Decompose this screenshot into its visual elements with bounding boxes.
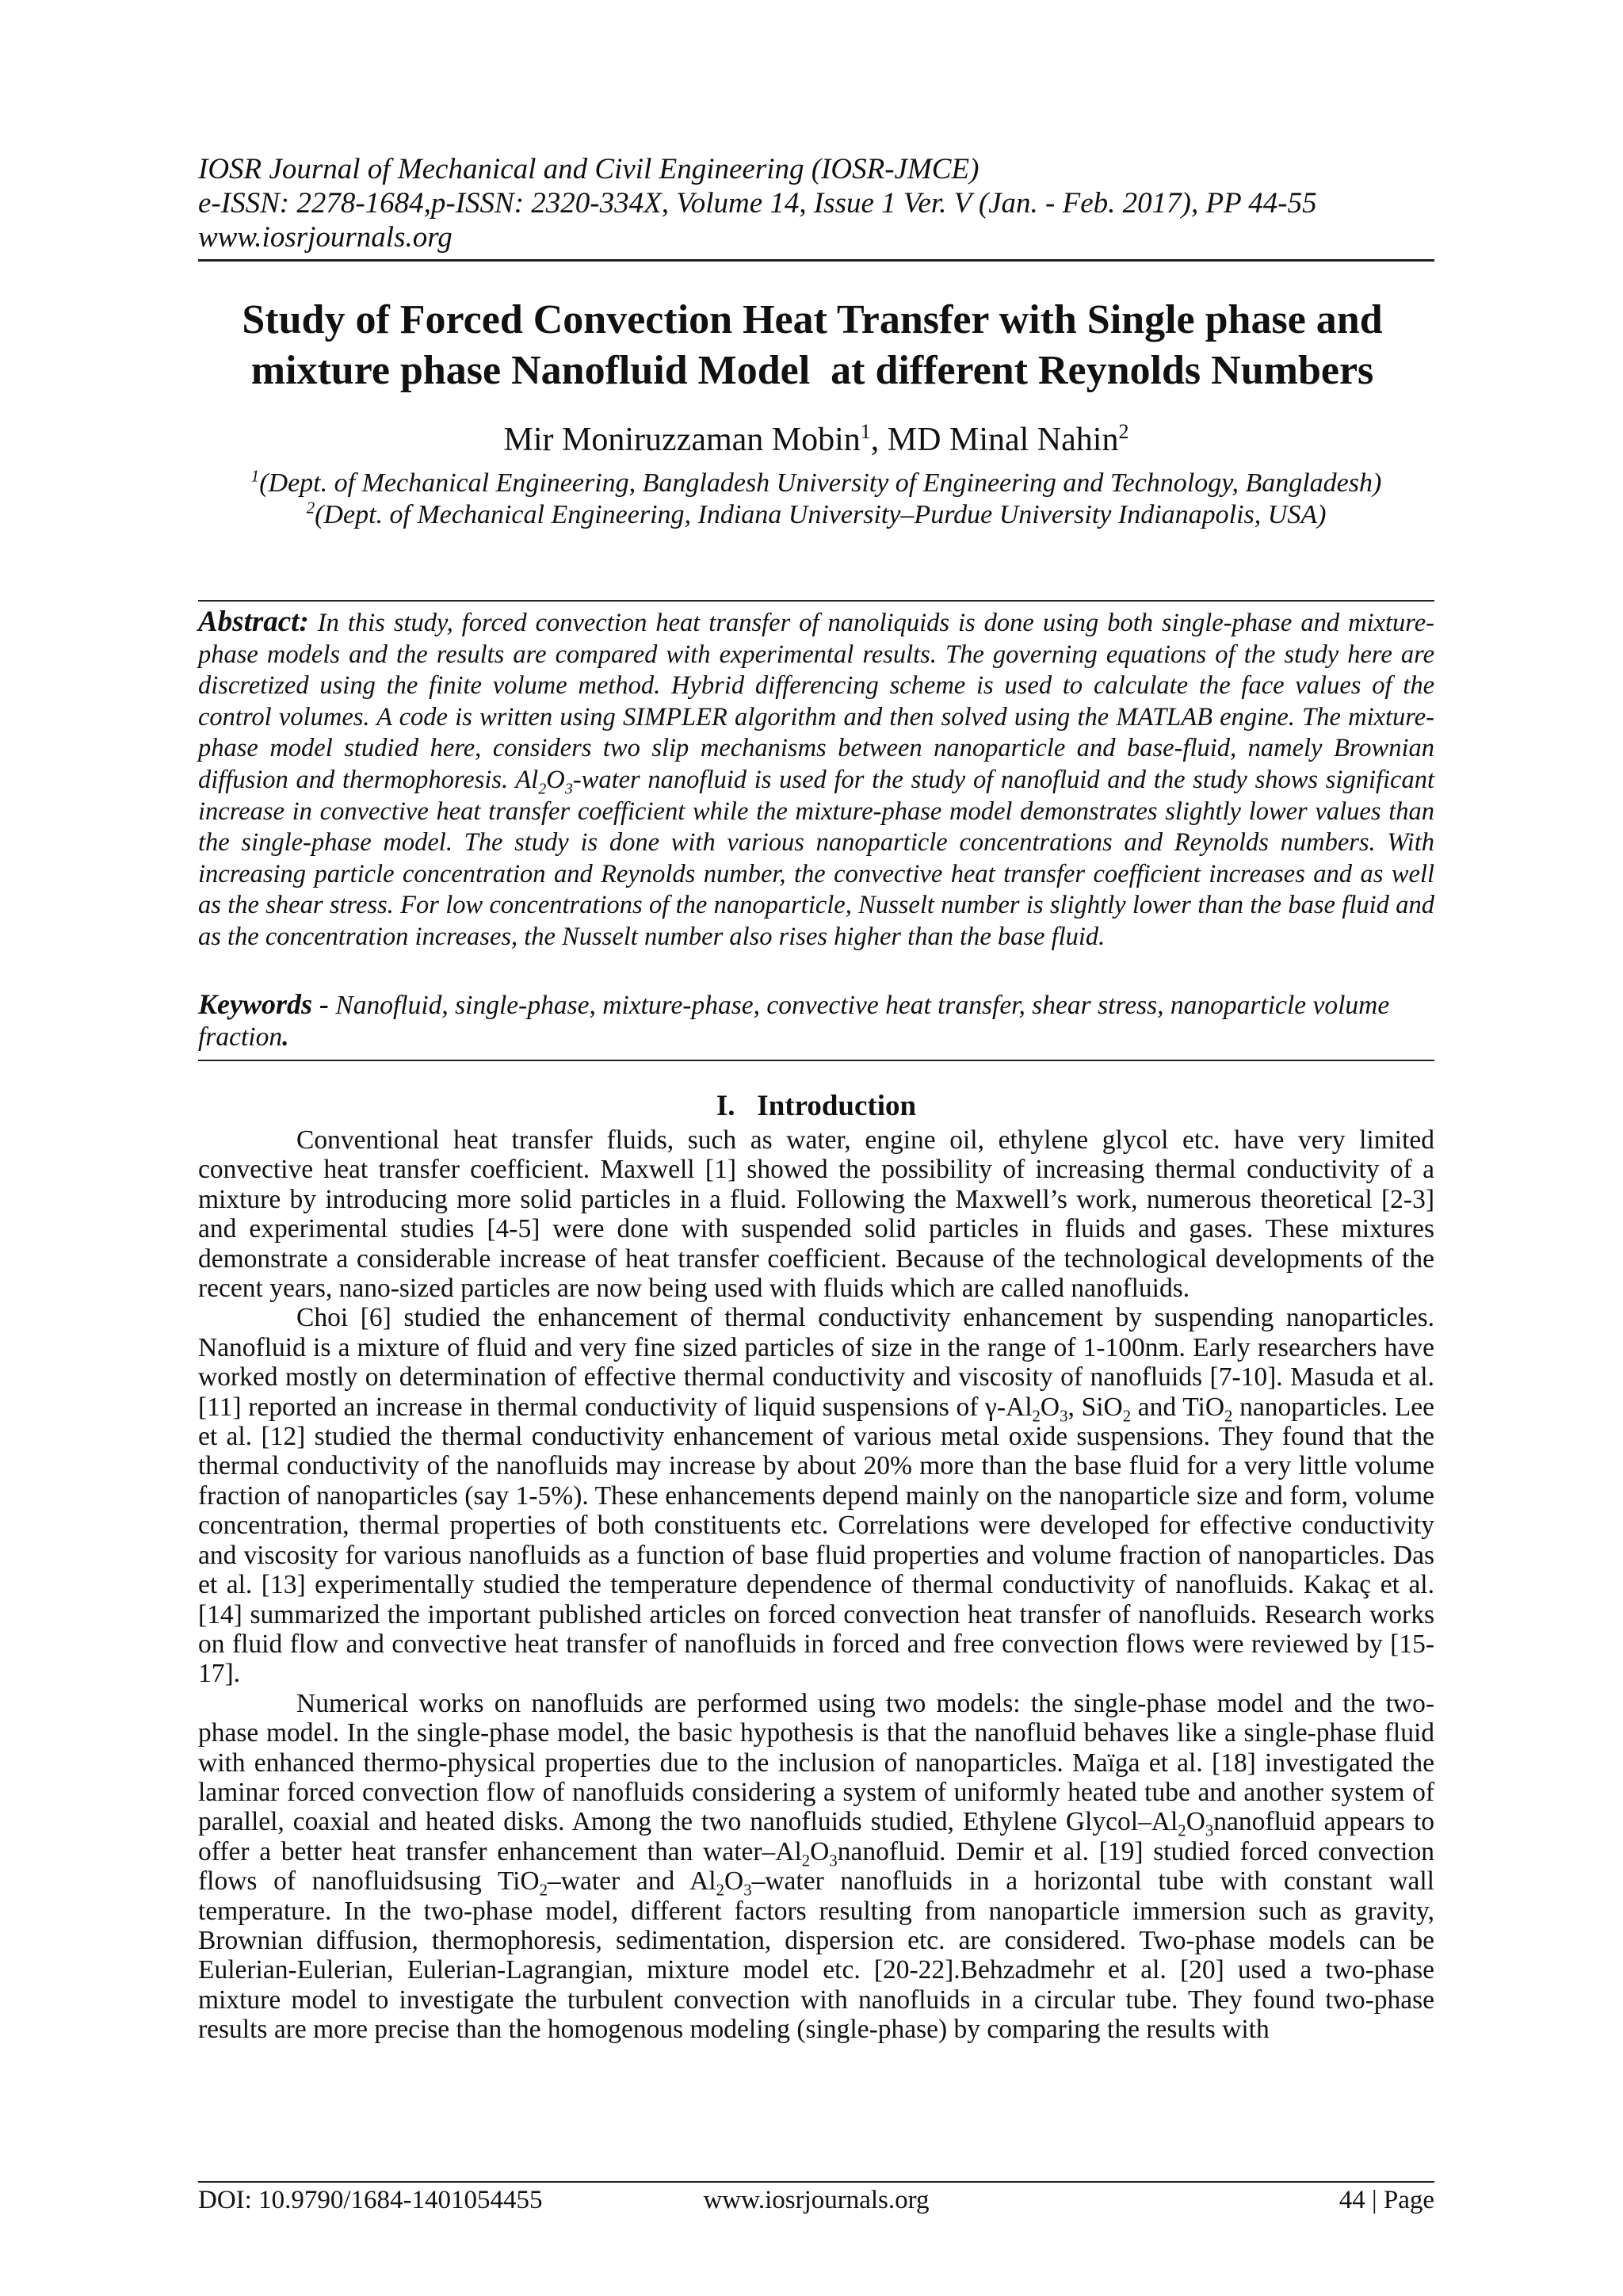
journal-name: IOSR Journal of Mechanical and Civil Engineering (IOSR-JMCE) — [198, 153, 980, 185]
abstract-text: O — [546, 765, 565, 794]
abstract-rule-bottom — [198, 1060, 1434, 1061]
page-footer — [198, 2184, 1434, 2216]
affiliation-mark: 1 — [860, 420, 871, 443]
footer-doi: DOI: 10.9790/1684-1401054455 — [198, 2186, 543, 2214]
abstract — [198, 606, 1434, 953]
subscript: 2 — [1122, 1407, 1132, 1426]
journal-website: www.iosrjournals.org — [198, 221, 453, 254]
title-line-2: mixture phase Nanofluid Model at different Reynolds Numbers — [250, 348, 1374, 393]
subscript: 2 — [1224, 1407, 1233, 1426]
author-name: MD Minal Nahin — [887, 422, 1119, 458]
affiliations — [198, 468, 1434, 531]
paper-title — [158, 295, 1466, 396]
subscript: 2 — [1178, 1822, 1186, 1841]
keywords-label: Keywords - — [198, 988, 329, 1020]
paragraph: Numerical works on nanofluids are performed using two models: the single-phase model and the two-phase model. In the single-phase model, the basic hypothesis is that the nanofluid behaves like a single-phase fluid with enhanced thermo-physical properties due to the inclusion of nanoparticles. Maïga et al. [18] investigated the laminar forced convection flow of nanofluids considering a system of uniformly heated tube and another system of parallel, coaxial and heated disks. Among the two nanofluids studied, Ethylene Glycol–$Al_2O_3nanofluid$ appears to offer a better heat transfer enhancement than water–$Al_2O_3nanofluid$. Demir et al. [19] studied forced convection flows of nanofluidsusing TiO$_2$–water and $Al_2O_3$–water nanofluids in a horizontal tube with constant wall temperature. In the two-phase model, different factors resulting from nanoparticle immersion such as gravity, Brownian diffusion, thermophoresis, sedimentation, dispersion etc. are considered. Two-phase models can be Eulerian-Eulerian, Eulerian-Lagrangian, mixture model etc. [20-22].Behzadmehr et al. [20] used a two-phase mixture model to investigate the turbulent convection with nanofluids in a circular tube. They found two-phase results are more precise than the homogenous modeling (single-phase) by comparing the results with — [198, 1688, 1434, 2045]
paragraph: Conventional heat transfer fluids, such as water, engine oil, ethylene glycol etc. have very limited convective heat transfer coefficient. Maxwell [1] showed the possibility of increasing thermal conductivity of a mixture by introducing more solid particles in a fluid. Following the Maxwell’s work, numerous theoretical [2-3] and experimental studies [4-5] were done with suspended solid particles in fluids and gases. These mixtures demonstrate a considerable increase of heat transfer coefficient. Because of the technological developments of the recent years, nano-sized particles are now being used with fluids which are called nanofluids. — [198, 1125, 1434, 1304]
subscript: 2 — [539, 1881, 548, 1900]
journal-header — [198, 152, 1434, 254]
subscript: 3 — [564, 780, 573, 798]
paragraph: Choi [6] studied the enhancement of thermal conductivity enhancement by suspending nanoparticles. Nanofluid is a mixture of fluid and very fine sized particles of size in the range of 1-100nm. Early researchers have worked mostly on determination of effective thermal conductivity and viscosity of nanofluids [7-10]. Masuda et al. [11] reported an increase in thermal conductivity of liquid suspensions of $\gamma-Al_2O_3$, SiO$_2$ and TiO$_2$ nanoparticles. Lee et al. [12] studied the thermal conductivity enhancement of various metal oxide suspensions. They found that the thermal conductivity of the nanofluids may increase by about 20% more than the base fluid for a very little volume fraction of nanoparticles (say 1-5%). These enhancements depend mainly on the nanoparticle size and form, volume concentration, thermal properties of both constituents etc. Correlations were developed for effective conductivity and viscosity for various nanofluids as a function of base fluid properties and volume fraction of nanoparticles. Das et al. [13] experimentally studied the temperature dependence of thermal conductivity of nanofluids. Kakaç et al.[14] summarized the important published articles on forced convection heat transfer of nanofluids. Research works on fluid flow and convective heat transfer of nanofluids in forced and free convection flows were reviewed by [15-17]. — [198, 1303, 1434, 1689]
subscript: 3 — [829, 1851, 838, 1870]
keywords-end: . — [282, 1022, 289, 1052]
footer-rule — [198, 2181, 1434, 2183]
footer-website: www.iosrjournals.org — [703, 2186, 930, 2214]
abstract-rule-top — [198, 600, 1434, 602]
subscript: 3 — [1205, 1822, 1214, 1841]
abstract-label: Abstract: — [198, 606, 309, 638]
author-name: Mir Moniruzzaman Mobin — [503, 422, 861, 458]
affiliation — [198, 499, 1434, 531]
subscript: 2 — [538, 780, 547, 798]
affiliation-text: (Dept. of Mechanical Engineering, Indiana University–Purdue University Indianapolis, USA) — [315, 500, 1327, 529]
keywords-text: Nanofluid, single-phase, mixture-phase, convective heat transfer, shear stress, nanoparticle volume fraction — [198, 991, 1390, 1052]
subscript: 2 — [716, 1881, 724, 1900]
abstract-text: -water nanofluid is used for the study of nanofluid and the study shows significant increase in convective heat transfer coefficient while the mixture-phase model demonstrates slightly lower values than the single-phase model. The study is done with various nanoparticle concentrations and Reynolds numbers. With increasing particle concentration and Reynolds number, the convective heat transfer coefficient increases and as well as the shear stress. For low concentrations of the nanoparticle, Nusselt number is slightly lower than the base fluid and as the concentration increases, the Nusselt number also rises higher than the base fluid. — [198, 765, 1435, 951]
subscript: 3 — [1060, 1407, 1068, 1426]
keywords — [198, 988, 1434, 1053]
affiliation-mark: 2 — [306, 498, 315, 518]
author-list — [198, 420, 1434, 460]
abstract-text: In this study, forced convection heat transfer of nanoliquids is done using both single-phase and mixture-phase models and the results are compared with experimental results. The governing equations of the study here are discretized using the finite volume method. Hybrid differencing scheme is used to calculate the face values of the control volumes. A code is written using SIMPLER algorithm and then solved using the MATLAB engine. The mixture-phase model studied here, considers two slip mechanisms between nanoparticle and base-fluid, namely Brownian diffusion and thermophoresis. Al — [198, 609, 1434, 794]
issn-line: e-ISSN: 2278-1684,p-ISSN: 2320-334X, Volume 14, Issue 1 Ver. V (Jan. - Feb. 2017), PP 44-55 — [198, 187, 1317, 220]
subscript: 3 — [743, 1881, 752, 1900]
subscript: 2 — [801, 1851, 811, 1870]
author-separator: , — [870, 422, 888, 458]
subscript: 2 — [1032, 1407, 1041, 1426]
title-line-1: Study of Forced Convection Heat Transfer with Single phase and — [242, 297, 1383, 342]
header-rule — [198, 259, 1434, 262]
page-number: 44 | Page — [1338, 2186, 1434, 2214]
body-text — [198, 1125, 1434, 2045]
affiliation-mark: 2 — [1118, 420, 1129, 443]
section-heading: I. Introduction — [716, 1090, 917, 1122]
affiliation-text: (Dept. of Mechanical Engineering, Bangladesh University of Engineering and Technology, Bangladesh) — [259, 468, 1382, 498]
affiliation-mark: 1 — [250, 466, 260, 486]
affiliation — [198, 468, 1434, 499]
